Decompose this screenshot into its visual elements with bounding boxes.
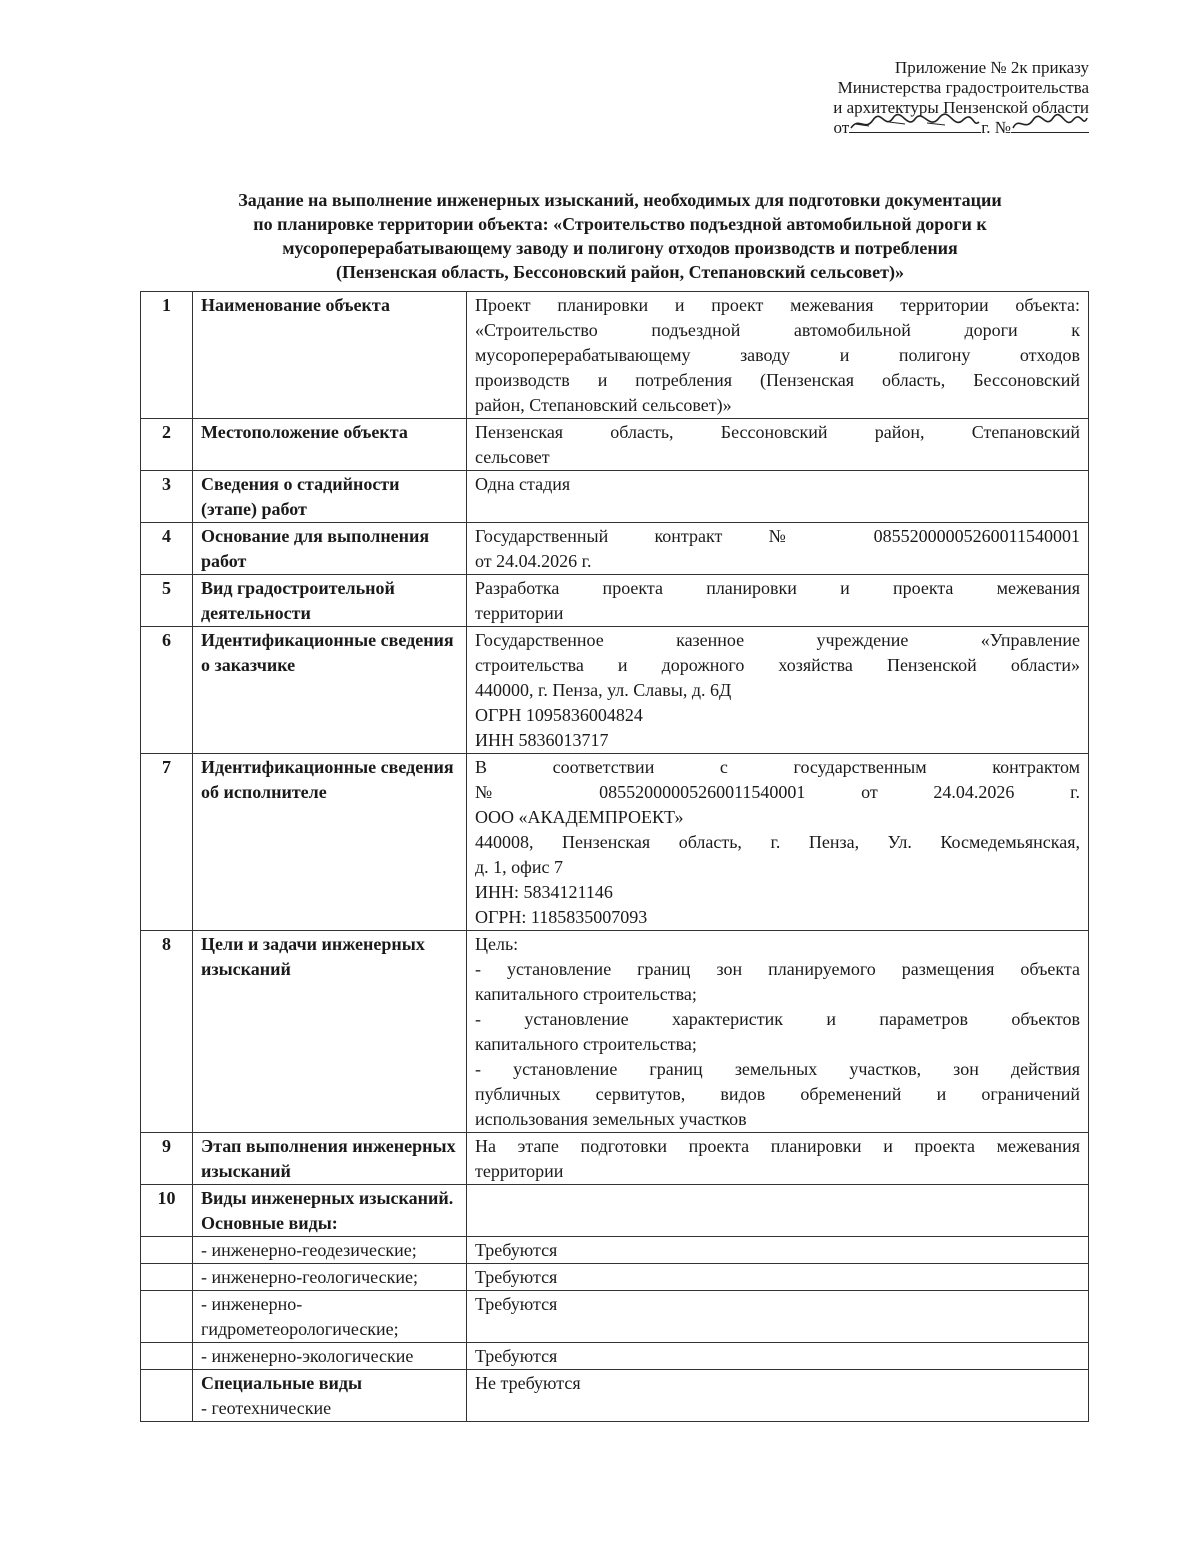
row-value: [467, 754, 1089, 931]
value-line: публичных сервитутов, видов обременений и ограничений: [475, 1084, 1080, 1104]
value-line: № 08552000005260011540001 от 24.04.2026 г.: [475, 782, 1080, 802]
row-number: 6: [141, 627, 193, 754]
row-value: [467, 627, 1089, 754]
task-table-body: [141, 292, 1089, 1422]
table-row: [141, 292, 1089, 419]
row-number-empty: [141, 1291, 193, 1343]
value-line: - установление границ земельных участков, зон действия: [475, 1059, 1080, 1079]
value-line: ОГРН: 1185835007093: [475, 907, 648, 927]
row-number: 2: [141, 419, 193, 471]
date-prefix: от: [833, 118, 850, 137]
table-row: [141, 931, 1089, 1133]
value-line: 440000, г. Пенза, ул. Славы, д. 6Д: [475, 680, 732, 700]
value-line: производств и потребления (Пензенская область, Бессоновский: [475, 370, 1080, 390]
survey-type-label: - инженерно-экологические: [193, 1343, 467, 1370]
row-value: [467, 1185, 1089, 1237]
special-survey-row: [141, 1370, 1089, 1422]
value-line: ИНН 5836013717: [475, 730, 609, 750]
value-line: ООО «АКАДЕМПРОЕКТ»: [475, 807, 684, 827]
row-number: 3: [141, 471, 193, 523]
survey-type-row: [141, 1343, 1089, 1370]
row-number-empty: [141, 1264, 193, 1291]
row-number-empty: [141, 1237, 193, 1264]
table-row: [141, 1133, 1089, 1185]
value-line: ИНН: 5834121146: [475, 882, 613, 902]
survey-type-row: [141, 1237, 1089, 1264]
row-label: Местоположение объекта: [193, 419, 467, 471]
table-row: [141, 471, 1089, 523]
table-row: [141, 1185, 1089, 1237]
value-line: капитального строительства;: [475, 1034, 697, 1054]
header-line-3: и архитектуры Пензенской области: [833, 98, 1089, 117]
special-heading: Специальные виды: [201, 1373, 363, 1393]
row-label: Этап выполнения инженерных изысканий: [193, 1133, 467, 1185]
row-value: [467, 419, 1089, 471]
header-date-line: [833, 118, 1089, 138]
value-line: «Строительство подъездной автомобильной дороги к: [475, 320, 1080, 340]
header-line-1: Приложение № 2к приказу: [894, 58, 1089, 77]
survey-type-value: Требуются: [467, 1264, 1089, 1291]
value-line: Одна стадия: [475, 474, 571, 494]
value-line: Цель:: [475, 934, 519, 954]
survey-type-label: - инженерно-гидрометеорологические;: [193, 1291, 467, 1343]
value-line: - установление границ зон планируемого размещения объекта: [475, 959, 1080, 979]
table-row: [141, 754, 1089, 931]
row-number-empty: [141, 1370, 193, 1422]
date-suffix: г.: [981, 118, 991, 137]
value-line: капитального строительства;: [475, 984, 697, 1004]
row-label: Сведения о стадийности (этапе) работ: [193, 471, 467, 523]
table-row: [141, 419, 1089, 471]
value-line: 440008, Пензенская область, г. Пенза, Ул. Космедемьянская,: [475, 832, 1080, 852]
row-label: Идентификационные сведения о заказчике: [193, 627, 467, 754]
survey-type-label: - инженерно-геологические;: [193, 1264, 467, 1291]
survey-type-label: - инженерно-геодезические;: [193, 1237, 467, 1264]
row-value: [467, 292, 1089, 419]
row-value: [467, 931, 1089, 1133]
row-number-empty: [141, 1343, 193, 1370]
document-header: [833, 58, 1089, 138]
title-line-4: (Пензенская область, Бессоновский район, Степановский сельсовет)»: [336, 262, 904, 282]
value-line: территории: [475, 1161, 564, 1181]
value-line: сельсовет: [475, 447, 550, 467]
value-line: мусороперерабатывающему заводу и полигону отходов: [475, 345, 1080, 365]
value-line: Государственный контракт № 08552000005260011540001: [475, 526, 1080, 546]
row-number: 4: [141, 523, 193, 575]
document-title: [130, 188, 1110, 284]
row-value: [467, 575, 1089, 627]
survey-type-value: Требуются: [467, 1343, 1089, 1370]
value-line: от 24.04.2026 г.: [475, 551, 592, 571]
value-line: - установление характеристик и параметров объектов: [475, 1009, 1080, 1029]
table-row: [141, 523, 1089, 575]
value-line: Пензенская область, Бессоновский район, Степановский: [475, 422, 1080, 442]
survey-type-row: [141, 1291, 1089, 1343]
value-line: На этапе подготовки проекта планировки и проекта межевания: [475, 1136, 1080, 1156]
row-number: 10: [141, 1185, 193, 1237]
number-prefix: №: [994, 118, 1011, 137]
value-line: Разработка проекта планировки и проекта межевания: [475, 578, 1080, 598]
row-label: Виды инженерных изысканий. Основные виды:: [193, 1185, 467, 1237]
row-label: Наименование объекта: [193, 292, 467, 419]
special-survey-value: Не требуются: [467, 1370, 1089, 1422]
row-label: Вид градостроительной деятельности: [193, 575, 467, 627]
header-line-2: Министерства градостроительства: [837, 78, 1089, 97]
row-value: [467, 471, 1089, 523]
row-value: [467, 523, 1089, 575]
row-number: 1: [141, 292, 193, 419]
survey-type-row: [141, 1264, 1089, 1291]
table-row: [141, 627, 1089, 754]
special-survey-label: [193, 1370, 467, 1422]
value-line: Государственное казенное учреждение «Управление: [475, 630, 1080, 650]
task-table: [140, 291, 1089, 1422]
row-value: [467, 1133, 1089, 1185]
row-label: Цели и задачи инженерных изысканий: [193, 931, 467, 1133]
value-line: использования земельных участков: [475, 1109, 747, 1129]
row-number: 8: [141, 931, 193, 1133]
special-item: - геотехнические: [201, 1398, 332, 1418]
value-line: В соответствии с государственным контрактом: [475, 757, 1080, 777]
title-line-2: по планировке территории объекта: «Строительство подъездной автомобильной дороги к: [253, 214, 987, 234]
value-line: ОГРН 1095836004824: [475, 705, 643, 725]
handwritten-date-signature: [849, 118, 981, 133]
row-number: 5: [141, 575, 193, 627]
survey-type-value: Требуются: [467, 1291, 1089, 1343]
row-label: Основание для выполнения работ: [193, 523, 467, 575]
survey-type-value: Требуются: [467, 1237, 1089, 1264]
value-line: территории: [475, 603, 564, 623]
value-line: район, Степановский сельсовет)»: [475, 395, 732, 415]
row-label: Идентификационные сведения об исполнителе: [193, 754, 467, 931]
value-line: д. 1, офис 7: [475, 857, 563, 877]
handwritten-number-signature: [1011, 118, 1089, 133]
value-line: Проект планировки и проект межевания территории объекта:: [475, 295, 1080, 315]
row-number: 7: [141, 754, 193, 931]
title-line-3: мусороперерабатывающему заводу и полигону отходов производств и потребления: [282, 238, 958, 258]
value-line: строительства и дорожного хозяйства Пензенской области»: [475, 655, 1080, 675]
row-number: 9: [141, 1133, 193, 1185]
title-line-1: Задание на выполнение инженерных изысканий, необходимых для подготовки документации: [238, 190, 1002, 210]
table-row: [141, 575, 1089, 627]
